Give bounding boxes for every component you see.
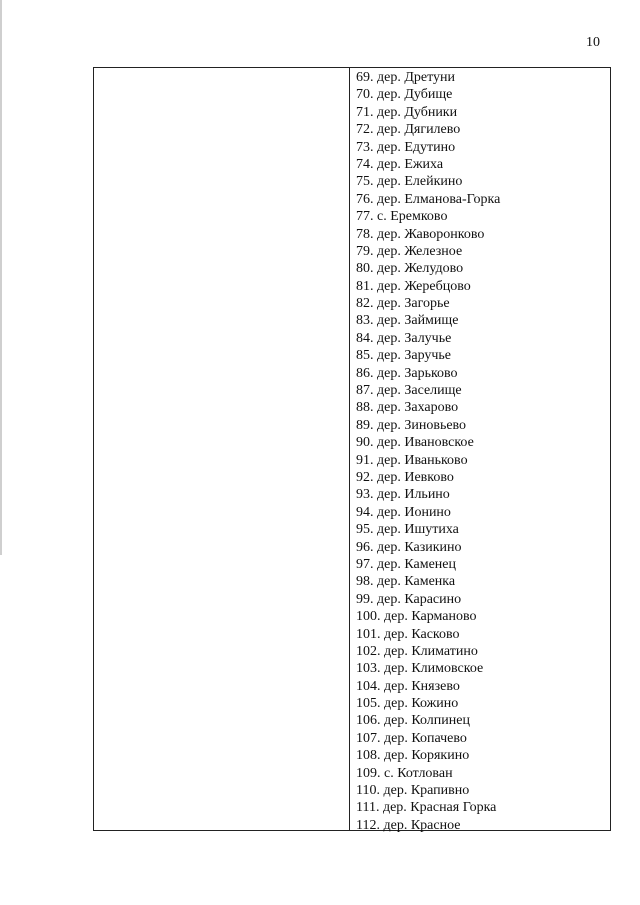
list-item: 88. дер. Захарово [356,400,459,416]
list-item: 90. дер. Ивановское [356,435,474,451]
list-item: 97. дер. Каменец [356,556,456,572]
list-item: 70. дер. Дубище [356,87,453,103]
list-item: 101. дер. Касково [356,626,460,642]
list-item: 77. с. Еремково [356,209,448,225]
list-item: 79. дер. Железное [356,243,463,259]
table-left-column [94,68,350,830]
list-item: 69. дер. Дретуни [356,70,456,85]
list-item: 104. дер. Князево [356,678,460,694]
list-item: 96. дер. Казикино [356,539,462,555]
list-item: 110. дер. Крапивно [356,783,470,799]
list-item: 75. дер. Елейкино [356,174,463,190]
list-item: 71. дер. Дубники [356,104,458,120]
list-item: 111. дер. Красная Горка [356,800,497,816]
scan-binding-shadow [0,0,2,555]
list-item: 112. дер. Красное [356,817,461,833]
list-item: 89. дер. Зиновьево [356,417,467,433]
settlements-table [93,67,611,831]
list-item: 76. дер. Елманова-Горка [356,191,501,207]
list-item: 86. дер. Зарьково [356,365,458,381]
list-item: 94. дер. Ионино [356,504,451,520]
settlements-list [350,68,610,833]
list-item: 78. дер. Жаворонково [356,226,485,242]
list-item: 84. дер. Залучье [356,330,452,346]
list-item: 99. дер. Карасино [356,591,462,607]
list-item: 91. дер. Иваньково [356,452,468,468]
list-item: 98. дер. Каменка [356,574,456,590]
list-item: 92. дер. Иевково [356,469,454,485]
list-item: 73. дер. Едутино [356,139,456,155]
list-item: 82. дер. Загорье [356,296,450,312]
list-item: 105. дер. Кожино [356,696,459,712]
list-item: 100. дер. Карманово [356,609,477,625]
page-number: 10 [586,35,600,50]
list-item: 87. дер. Заселище [356,383,462,399]
list-item: 80. дер. Желудово [356,261,464,277]
list-item: 95. дер. Ишутиха [356,522,459,538]
list-item: 85. дер. Заручье [356,348,452,364]
list-item: 74. дер. Ежиха [356,156,444,172]
list-item: 83. дер. Займище [356,313,459,329]
list-item: 93. дер. Ильино [356,487,450,503]
list-item: 102. дер. Климатино [356,643,478,659]
list-item: 103. дер. Климовское [356,661,484,677]
list-item: 81. дер. Жеребцово [356,278,471,294]
list-item: 107. дер. Копачево [356,730,467,746]
list-item: 108. дер. Корякино [356,748,470,764]
list-item: 72. дер. Дягилево [356,122,461,138]
list-item: 106. дер. Колпинец [356,713,470,729]
list-item: 109. с. Котлован [356,765,453,781]
